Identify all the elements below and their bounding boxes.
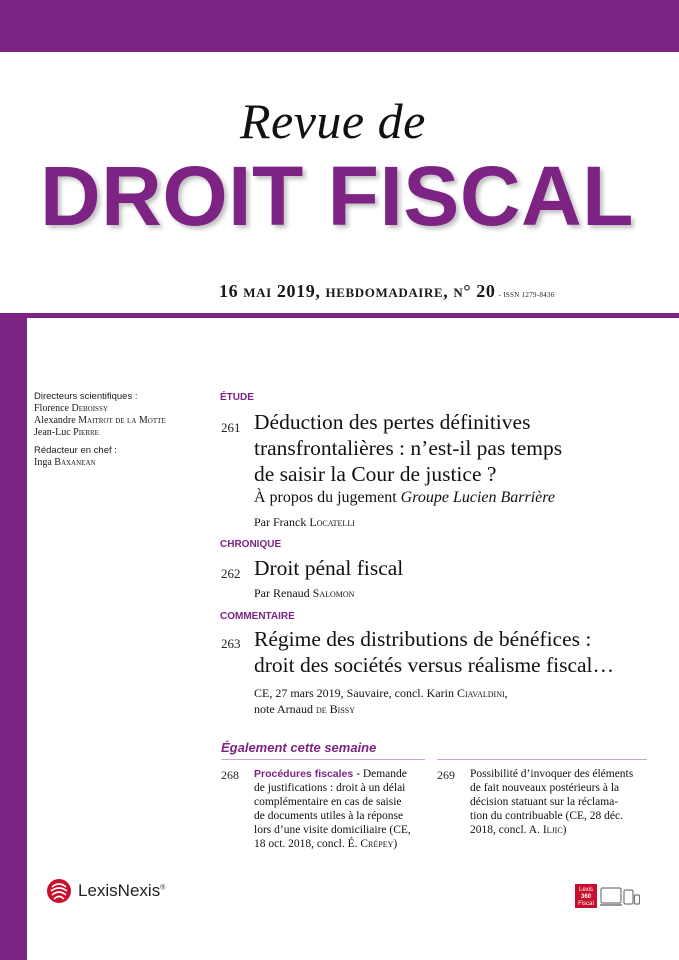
brief-number: 268 (221, 768, 239, 782)
section-label-etude: ÉTUDE (220, 392, 254, 403)
section-label-chronique: CHRONIQUE (220, 539, 282, 550)
lexisnexis-logo (46, 878, 165, 904)
editor-name: Inga Baxanean (34, 457, 96, 468)
article-subtitle: À propos du jugement Groupe Lucien Barrière (254, 489, 555, 506)
directors-role: Directeurs scientifiques : (34, 391, 138, 402)
top-purple-band (0, 0, 679, 52)
brief-item[interactable]: Procédures fiscales - Demande de justifications : droit à un délai complémentaire en cas de saisie de documents utiles à la réponse lors d’une visite domiciliaire (CE, 18 oct. 2018, concl. É. Crépey) (254, 768, 411, 850)
article-headline-chronique[interactable]: Droit pénal fiscal (254, 556, 404, 580)
masthead (34, 391, 166, 469)
director-name: Jean-Luc Pierre (34, 427, 99, 438)
left-purple-band (0, 313, 27, 960)
director-name: Alexandre Maitrot de la Motte (34, 415, 166, 426)
article-number: 261 (221, 420, 241, 435)
article-number: 263 (221, 636, 241, 651)
article-author: Par Franck Locatelli (254, 515, 355, 529)
also-this-week-title: Également cette semaine (221, 740, 377, 755)
issue-date: 16 mai 2019, hebdomadaire, n° 20 (219, 281, 496, 301)
journal-title: DROIT FISCAL (40, 149, 634, 243)
article-headline-commentaire[interactable]: Régime des distributions de bénéfices : droit des sociétés versus réalisme fiscal… (254, 627, 615, 677)
article-reference: CE, 27 mars 2019, Sauvaire, concl. Karin Ciavaldini, note Arnaud de Bissy (254, 686, 508, 716)
lexis360-badge: Lexis 360 Fiscal (575, 884, 597, 908)
editor-role: Rédacteur en chef : (34, 445, 117, 456)
issue-info (219, 281, 555, 302)
devices-icon (600, 886, 640, 910)
article-number: 262 (221, 566, 241, 581)
divider (221, 759, 425, 760)
divider-band (0, 313, 679, 318)
brief-number: 269 (437, 768, 455, 782)
issn: - ISSN 1279-8436 (498, 291, 555, 299)
article-author: Par Renaud Salomon (254, 586, 355, 600)
section-label-commentaire: COMMENTAIRE (220, 611, 295, 622)
article-headline-etude[interactable]: Déduction des pertes définitives transfrontalières : n’est-il pas temps de saisir la Cour de justice ? (254, 410, 563, 486)
journal-title-prefix: Revue de (240, 93, 426, 149)
divider (437, 759, 647, 760)
publisher-name: LexisNexis® (78, 881, 166, 900)
lexisnexis-emblem-icon (46, 878, 72, 904)
director-name: Florence Deboissy (34, 403, 108, 414)
brief-item[interactable]: Possibilité d’invoquer des éléments de fait nouveaux postérieurs à la décision statuant sur la réclama- tion du contribuable (CE, 28 déc. 2018, concl. A. Iljic) (470, 768, 634, 836)
